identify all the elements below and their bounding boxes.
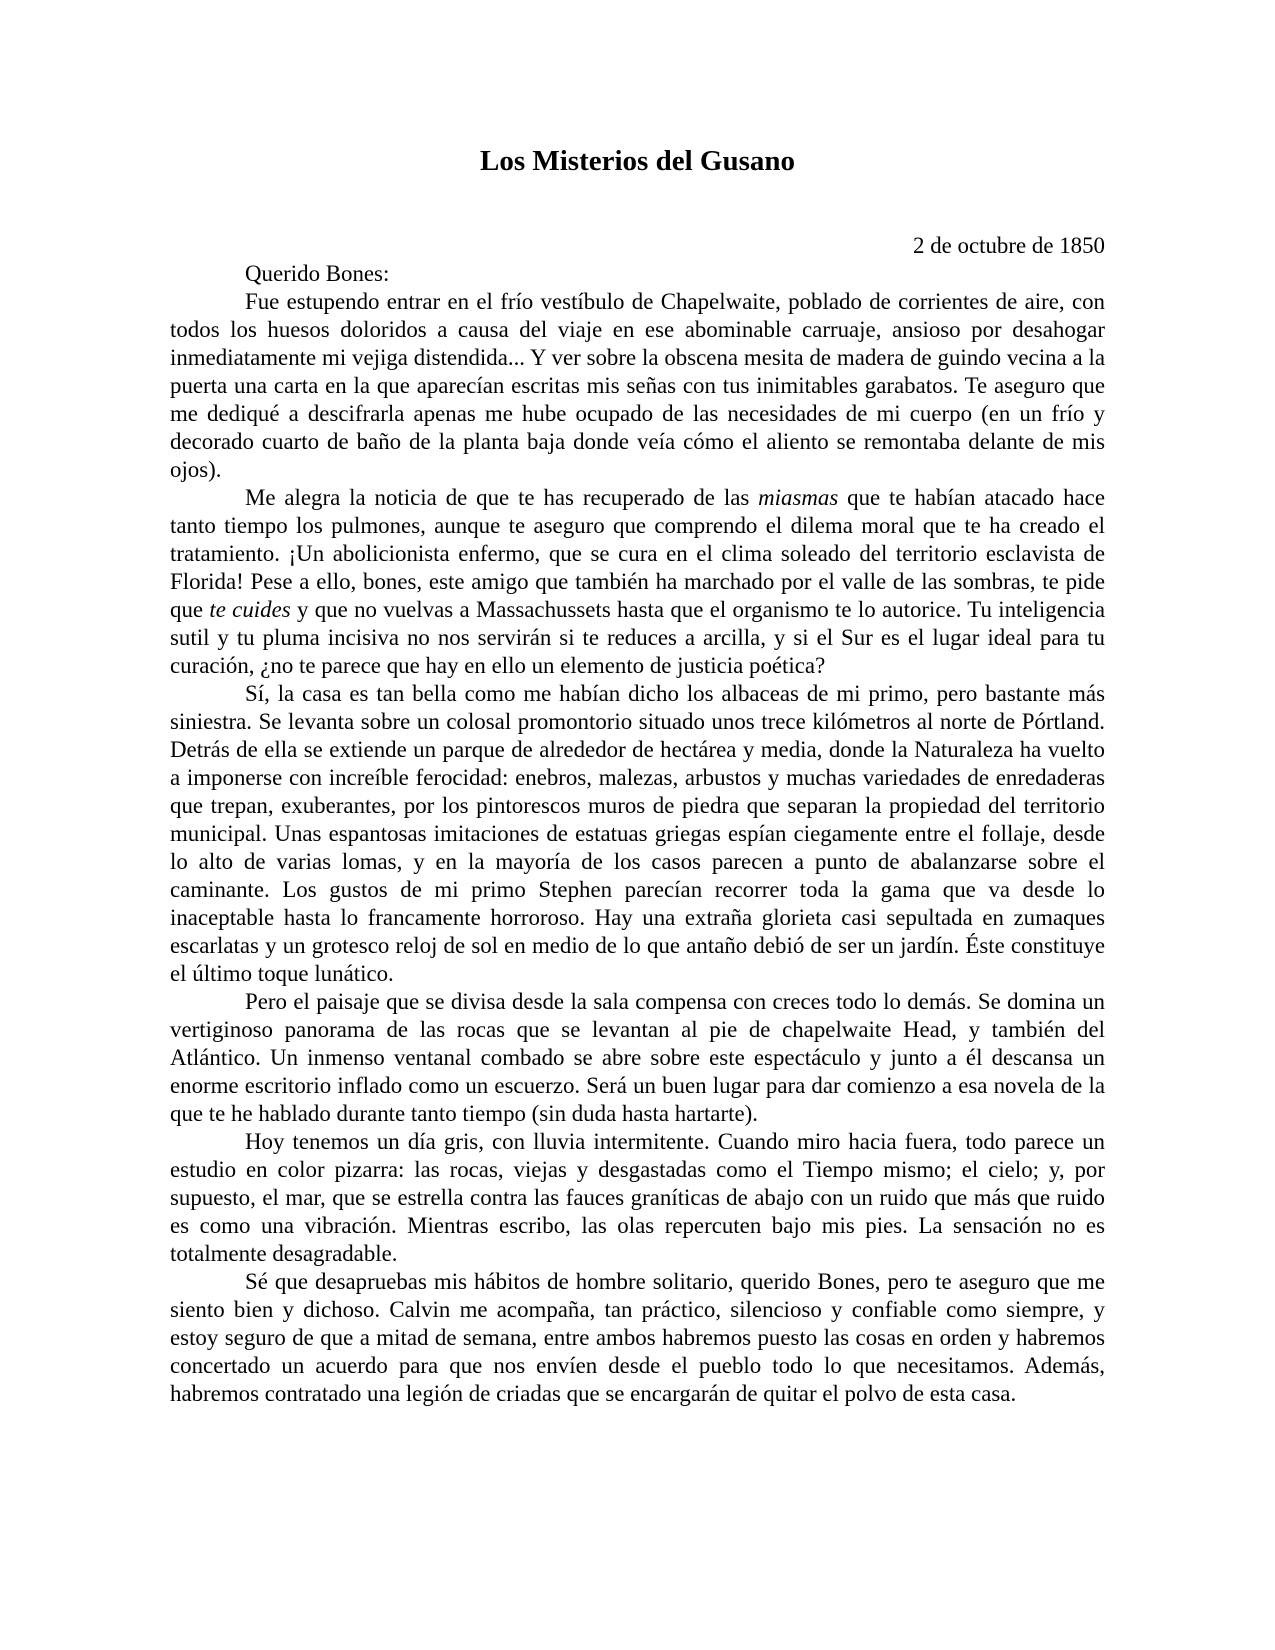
paragraph-grey-day: Hoy tenemos un día gris, con lluvia intermitente. Cuando miro hacia fuera, todo parece un estudio en color pizarra: las rocas, viejas y desgastadas como el Tiempo mismo; el cielo; y, por supuesto, el mar, que se estrella contra las fauces graníticas de abajo con un ruido que más que ruido es como una vibración. Mientras escribo, las olas repercuten bajo mis pies. La sensación no es totalmente desagradable. (170, 1129, 1105, 1266)
date-line: 2 de octubre de 1850 (913, 233, 1105, 258)
paragraph-house-description: Sí, la casa es tan bella como me habían dicho los albaceas de mi primo, pero bastante más siniestra. Se levanta sobre un colosal promontorio situado unos trece kilómetros al norte de Pórtland. Detrás de ella se extiende un parque de alrededor de hectárea y media, donde la Naturaleza ha vuelto a imponerse con increíble ferocidad: enebros, malezas, arbustos y muchas variedades de enredaderas que trepan, exuberantes, por los pintorescos muros de piedra que separan la propiedad del territorio municipal. Unas espantosas imitaciones de estatuas griegas espían ciegamente entre el follaje, desde lo alto de varias lomas, y en la mayoría de los casos parecen a punto de abalanzarse sobre el caminante. Los gustos de mi primo Stephen parecían recorrer toda la gama que va desde lo inaceptable hasta lo francamente horroroso. Hay una extraña glorieta casi sepultada en zumaques escarlatas y un grotesco reloj de sol en medio de lo que antaño debió de ser un jardín. Éste constituye el último toque lunático. (170, 681, 1105, 986)
emphasized-text: miasmas (758, 485, 839, 510)
emphasized-text: te cuides (209, 597, 291, 622)
paragraph-arrival: Fue estupendo entrar en el frío vestíbulo de Chapelwaite, poblado de corrientes de aire, con todos los huesos doloridos a causa del viaje en ese abominable carruaje, ansioso por desahogar inmediatamente mi vejiga distendida... Y ver sobre la obscena mesita de madera de guindo vecina a la puerta una carta en la que aparecían escritas mis señas con tus inimitables garabatos. Te aseguro que me dediqué a descifrarla apenas me hube ocupado de las necesidades de mi cuerpo (en un frío y decorado cuarto de baño de la planta baja donde veía cómo el aliento se remontaba delante de mis ojos). (170, 289, 1105, 482)
paragraph-view: Pero el paisaje que se divisa desde la sala compensa con creces todo lo demás. Se domina un vertiginoso panorama de las rocas que se levantan al pie de chapelwaite Head, y también del Atlántico. Un inmenso ventanal combado se abre sobre este espectáculo y junto a él descansa un enorme escritorio inflado como un escuerzo. Será un buen lugar para dar comienzo a esa novela de la que te he hablado durante tanto tiempo (sin duda hasta hartarte). (170, 989, 1105, 1126)
paragraph-solitary-habits: Sé que desapruebas mis hábitos de hombre solitario, querido Bones, pero te aseguro que me siento bien y dichoso. Calvin me acompaña, tan práctico, silencioso y confiable como siempre, y estoy seguro de que a mitad de semana, entre ambos habremos puesto las cosas en orden y habremos concertado un acuerdo para que nos envíen desde el pueblo todo lo que necesitamos. Además, habremos contratado una legión de criadas que se encargarán de quitar el polvo de esta casa. (170, 1269, 1105, 1406)
paragraph-recovery: Me alegra la noticia de que te has recuperado de las miasmas que te habían atacado hace tanto tiempo los pulmones, aunque te aseguro que comprendo el dilema moral que te ha creado el tratamiento. ¡Un abolicionista enfermo, que se cura en el clima soleado del territorio esclavista de Florida! Pese a ello, bones, este amigo que también ha marchado por el valle de las sombras, te pide que te cuides y que no vuelvas a Massachussets hasta que el organismo te lo autorice. Tu inteligencia sutil y tu pluma incisiva no nos servirán si te reduces a arcilla, y si el Sur es el lugar ideal para tu curación, ¿no te parece que hay en ello un elemento de justicia poética? (170, 485, 1106, 678)
document-title: Los Misterios del Gusano (480, 145, 795, 177)
salutation: Querido Bones: (245, 261, 390, 286)
